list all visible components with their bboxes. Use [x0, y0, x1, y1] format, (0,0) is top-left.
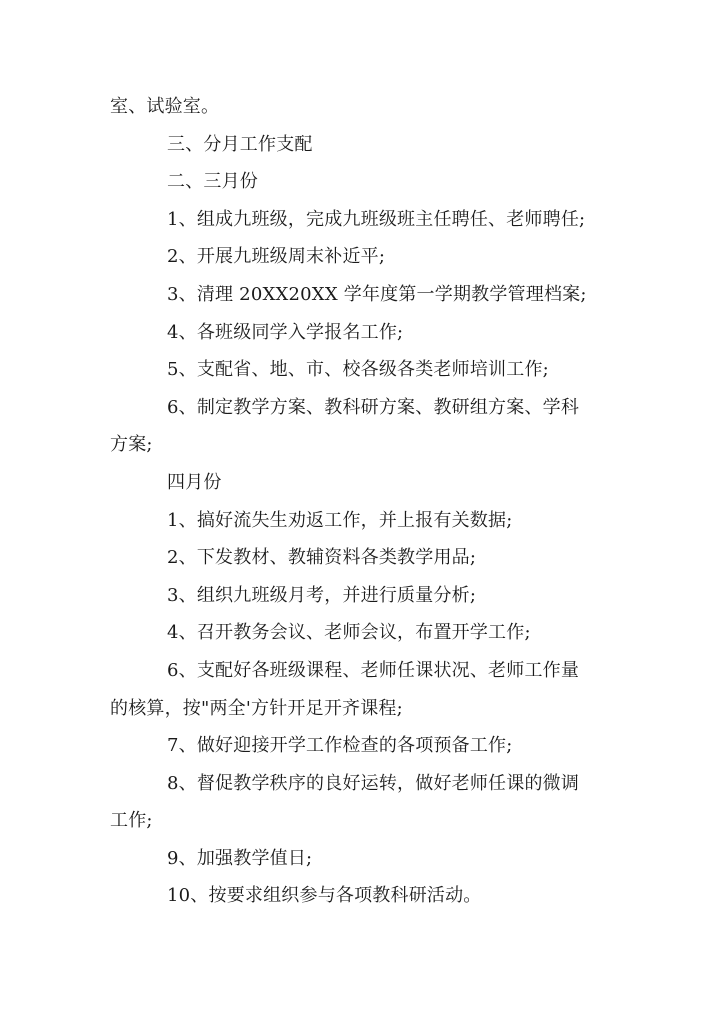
list-item: 7、做好迎接开学工作检查的各项预备工作; — [167, 735, 513, 757]
list-item: 6、支配好各班级课程、老师任课状况、老师工作量 — [167, 659, 580, 681]
list-item: 6、制定教学方案、教科研方案、教研组方案、学科 — [167, 396, 580, 418]
list-item-continuation: 工作; — [110, 810, 153, 832]
month-heading: 四月份 — [167, 471, 222, 493]
list-item: 8、督促教学秩序的良好运转，做好老师任课的微调 — [167, 772, 580, 794]
list-item-continuation: 的核算，按"两全'方针开足开齐课程; — [110, 697, 403, 719]
list-item: 5、支配省、地、市、校各级各类老师培训工作; — [167, 359, 549, 381]
list-item: 10、按要求组织参与各项教科研活动。 — [167, 885, 482, 907]
list-item: 2、下发教材、教辅资料各类教学用品; — [167, 547, 477, 569]
list-item: 9、加强教学值日; — [167, 847, 313, 869]
text-line-continuation: 室、试验室。 — [110, 96, 220, 117]
document-body — [110, 88, 615, 915]
list-item: 4、召开教务会议、老师会议，布置开学工作; — [167, 622, 531, 644]
list-item: 1、组成九班级，完成九班级班主任聘任、老师聘任; — [167, 208, 586, 230]
list-item: 2、开展九班级周末补近平; — [167, 246, 386, 268]
month-heading: 二、三月份 — [167, 171, 258, 193]
list-item: 3、组织九班级月考，并进行质量分析; — [167, 584, 477, 606]
section-heading: 三、分月工作支配 — [167, 133, 313, 155]
list-item-continuation: 方案; — [110, 434, 153, 456]
list-item: 4、各班级同学入学报名工作; — [167, 321, 404, 343]
list-item: 3、清理 20XX20XX 学年度第一学期教学管理档案; — [167, 283, 587, 305]
list-item: 1、搞好流失生劝返工作，并上报有关数据; — [167, 509, 513, 531]
